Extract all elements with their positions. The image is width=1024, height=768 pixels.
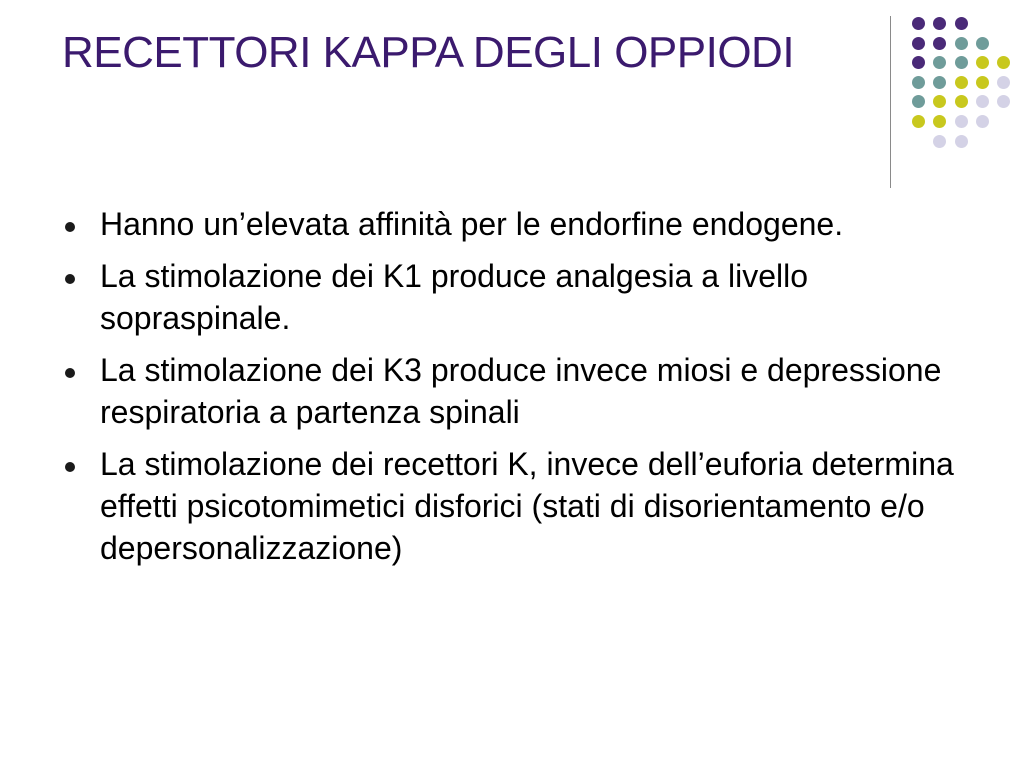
decorative-dot [955,37,968,50]
bullet-dot-icon [65,462,75,472]
decorative-dot [933,115,946,128]
decorative-dot [912,37,925,50]
decorative-dot [976,56,989,69]
decorative-dot [997,76,1010,89]
decorative-dot [955,115,968,128]
bullet-item [62,443,962,569]
decorative-dot [976,76,989,89]
decorative-dot [912,17,925,30]
bullet-dot-icon [65,222,75,232]
decorative-dot [933,56,946,69]
decorative-dot [976,37,989,50]
bullet-text: La stimolazione dei recettori K, invece dell’euforia determina effetti psicotomimetici disforici (stati di disorientamento e/o depersonalizzazione) [100,446,954,566]
decorative-dot [955,56,968,69]
decorative-dot [976,95,989,108]
title-divider [890,16,891,188]
decorative-dot [933,135,946,148]
decorative-dot [912,95,925,108]
bullet-item [62,255,962,339]
decorative-dot [933,76,946,89]
bullet-text: La stimolazione dei K3 produce invece miosi e depressione respiratoria a partenza spinali [100,352,942,430]
slide-title: RECETTORI KAPPA DEGLI OPPIODI [62,28,795,77]
decorative-dot [997,56,1010,69]
bullet-dot-icon [65,368,75,378]
decorative-dot [955,76,968,89]
bullet-dot-icon [65,274,75,284]
decorative-dot [933,37,946,50]
bullet-text: La stimolazione dei K1 produce analgesia a livello sopraspinale. [100,258,808,336]
decorative-dot [912,115,925,128]
decorative-dot [955,17,968,30]
decorative-dot [976,115,989,128]
decorative-dot [933,17,946,30]
decorative-dot [933,95,946,108]
decorative-dot [997,95,1010,108]
decorative-dot [955,135,968,148]
decorative-dot [912,56,925,69]
decorative-dot [955,95,968,108]
bullet-item [62,349,962,433]
bullet-list [62,203,962,579]
decorative-dot [912,76,925,89]
bullet-text: Hanno un’elevata affinità per le endorfine endogene. [100,206,844,242]
bullet-item [62,203,962,245]
